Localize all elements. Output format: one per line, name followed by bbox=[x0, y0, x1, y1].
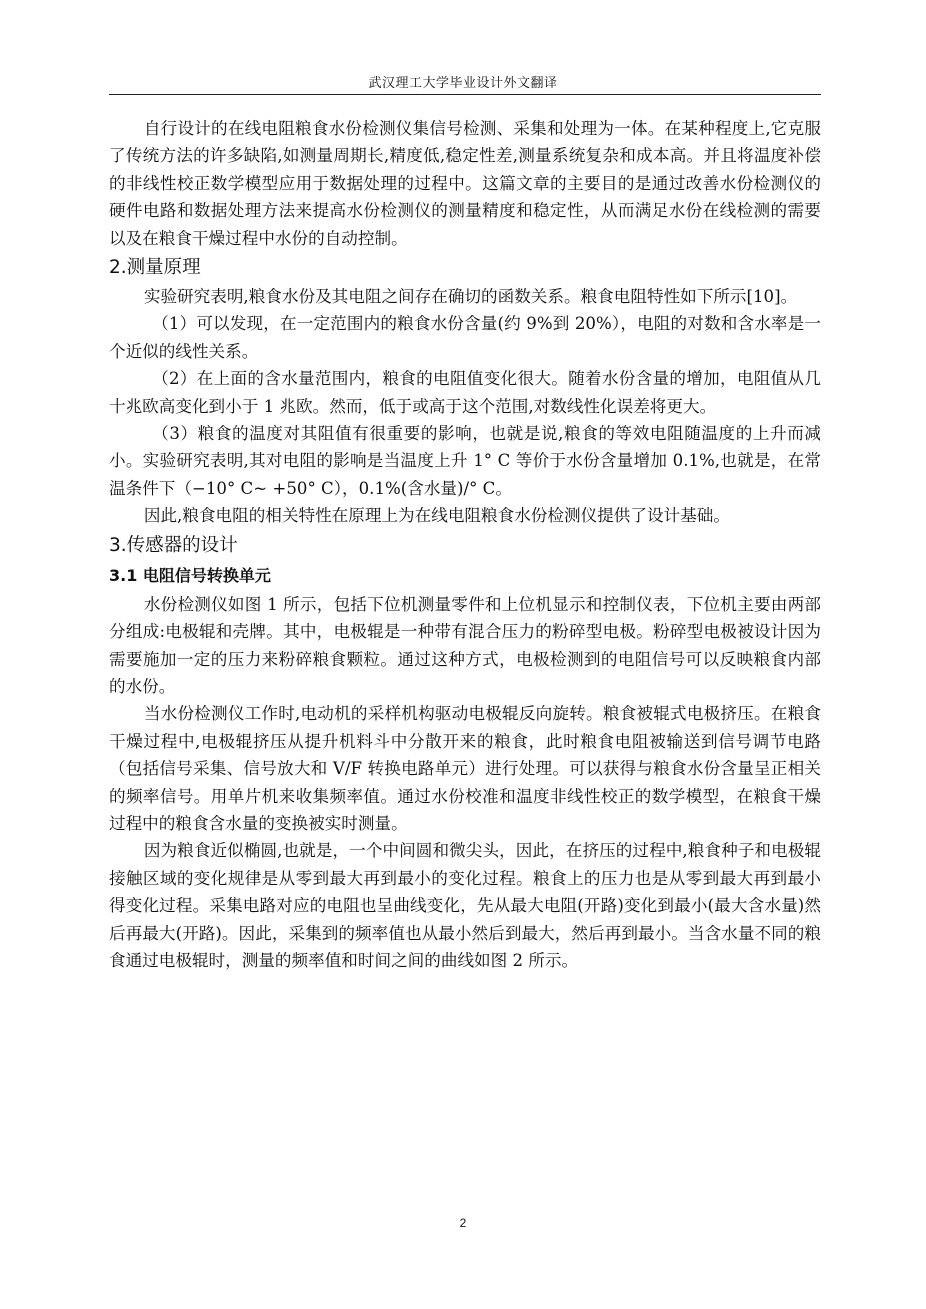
document-body bbox=[109, 115, 821, 974]
paragraph-conclusion: 因此,粮食电阻的相关特性在原理上为在线电阻粮食水份检测仪提供了设计基础。 bbox=[143, 506, 730, 526]
paragraph-detector-structure: 水份检测仪如图 1 所示，包括下位机测量零件和上位机显示和控制仪表，下位机主要由两部分组成:电极辊和壳牌。其中，电极辊是一种带有混合压力的粉碎型电极。粉碎型电极被设计因为需要施加一定的压力来粉碎粮食颗粒。通过这种方式，电极检测到的电阻信号可以反映粮食内部的水份。 bbox=[109, 594, 821, 696]
running-header: 武汉理工大学毕业设计外文翻译 bbox=[368, 76, 558, 91]
paragraph-frequency-curve: 因为粮食近似椭圆,也就是，一个中间圆和微尖头，因此，在挤压的过程中,粮食种子和电极辊接触区域的变化规律是从零到最大再到最小的变化过程。粮食上的压力也是从零到最大再到最小得变化过程。采集电路对应的电阻也呈曲线变化，先从最大电阻(开路)变化到最小(最大含水量)然后再最大(开路)。因此，采集到的频率值也从最小然后到最大，然后再到最小。当含水量不同的粮食通过电极辊时，测量的频率值和时间之间的曲线如图 2 所示。 bbox=[109, 841, 821, 970]
section-heading-sensor-design: 3.传感器的设计 bbox=[109, 534, 238, 556]
paragraph-item-3: （3）粮食的温度对其阻值有很重要的影响，也就是说,粮食的等效电阻随温度的上升而减小。实验研究表明,其对电阻的影响是当温度上升 1° C 等价于水份含量增加 0.1%,也就是，在常温条件下（−10° C~ +50° C），0.1%(含水量)/° C。 bbox=[109, 424, 821, 498]
paragraph-detector-operation: 当水份检测仪工作时,电动机的采样机构驱动电极辊反向旋转。粮食被辊式电极挤压。在粮食干燥过程中,电极辊挤压从提升机料斗中分散开来的粮食，此时粮食电阻被输送到信号调节电路（包括信号采集、信号放大和 V/F 转换电路单元）进行处理。可以获得与粮食水份含量呈正相关的频率信号。用单片机来收集频率值。通过水份校准和温度非线性校正的数学模型，在粮食干燥过程中的粮食含水量的变换被实时测量。 bbox=[109, 704, 821, 833]
header-rule bbox=[109, 94, 821, 95]
paragraph-intro: 自行设计的在线电阻粮食水份检测仪集信号检测、采集和处理为一体。在某种程度上,它克服了传统方法的许多缺陷,如测量周期长,精度低,稳定性差,测量系统复杂和成本高。并且将温度补偿的非线性校正数学模型应用于数据处理的过程中。这篇文章的主要目的是通过改善水份检测仪的硬件电路和数据处理方法来提高水份检测仪的测量精度和稳定性，从而满足水份在线检测的需要以及在粮食干燥过程中水份的自动控制。 bbox=[109, 119, 821, 248]
paragraph-item-2: （2）在上面的含水量范围内，粮食的电阻值变化很大。随着水份含量的增加，电阻值从几十兆欧高变化到小于 1 兆欧。然而，低于或高于这个范围,对数线性化误差将更大。 bbox=[109, 369, 821, 416]
section-heading-measurement-principle: 2.测量原理 bbox=[109, 257, 201, 279]
paragraph-principle: 实验研究表明,粮食水份及其电阻之间存在确切的函数关系。粮食电阻特性如下所示[10]。 bbox=[143, 287, 798, 307]
subsection-heading-resistance-unit: 3.1 电阻信号转换单元 bbox=[109, 565, 271, 585]
page-number: 2 bbox=[459, 1216, 467, 1230]
paragraph-item-1: （1）可以发现，在一定范围内的粮食水份含量(约 9%到 20%），电阻的对数和含水率是一个近似的线性关系。 bbox=[109, 314, 821, 361]
